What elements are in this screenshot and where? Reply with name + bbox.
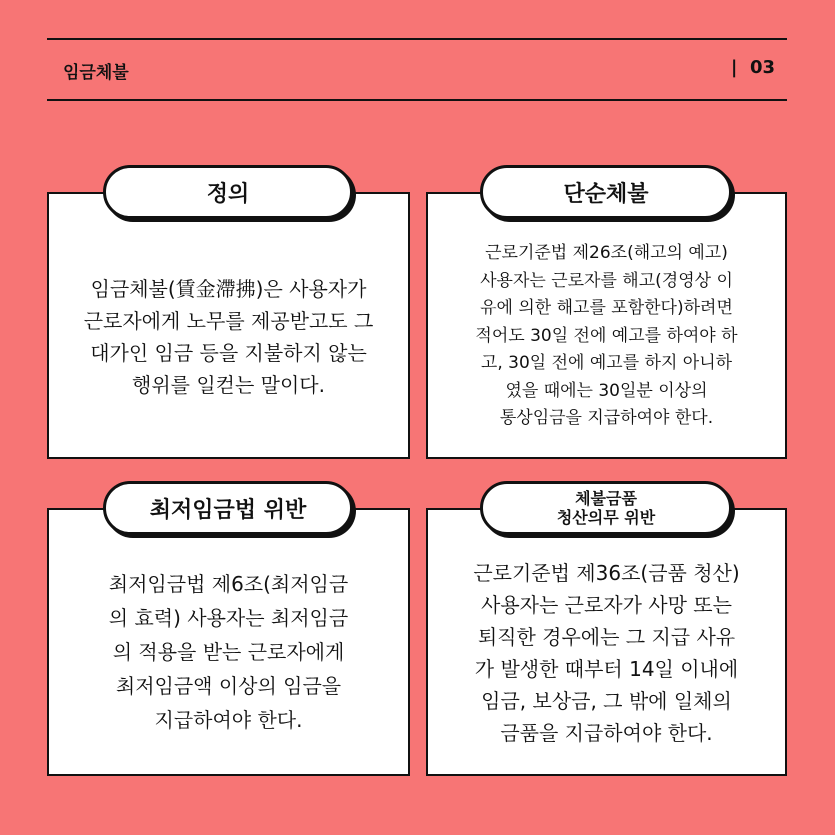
settlement-obligation-card bbox=[426, 508, 787, 776]
definition-card bbox=[47, 192, 410, 459]
settlement-obligation-card-body: 근로기준법 제36조(금품 청산) 사용자는 근로자가 사망 또는 퇴직한 경우에는 그 지급 사유 가 발생한 때부터 14일 이내에 임금, 보상금, 그 밖에 일체의 금품을 지급하여야 한다. bbox=[473, 561, 740, 745]
settlement-obligation-card-title: 체불금품 청산의무 위반 bbox=[480, 481, 732, 535]
minimum-wage-card-title: 최저임금법 위반 bbox=[103, 481, 353, 535]
page-title: 임금체불 bbox=[63, 63, 129, 83]
simple-arrears-card-title: 단순체불 bbox=[480, 165, 732, 219]
definition-card-body: 임금체불(賃金滯拂)은 사용자가 근로자에게 노무를 제공받고도 그 대가인 임금 등을 지불하지 않는 행위를 일컫는 말이다. bbox=[83, 276, 374, 397]
minimum-wage-card-body: 최저임금법 제6조(최저임금 의 효력) 사용자는 최저임금 의 적용을 받는 근로자에게 최저임금액 이상의 임금을 지급하여야 한다. bbox=[108, 572, 349, 732]
simple-arrears-card bbox=[426, 192, 787, 459]
page-number: | 03 bbox=[730, 57, 775, 78]
header-bottom-divider bbox=[47, 99, 787, 101]
header-top-divider bbox=[47, 38, 787, 40]
minimum-wage-card bbox=[47, 508, 410, 776]
simple-arrears-card-body: 근로기준법 제26조(해고의 예고) 사용자는 근로자를 해고(경영상 이 유에 의한 해고를 포함한다)하려면 적어도 30일 전에 예고를 하여야 하 고, 30일 전에 예고를 하지 아니하 였을 때에는 30일분 이상의 통상임금을 지급하여야 한다. bbox=[475, 243, 738, 429]
definition-card-title: 정의 bbox=[103, 165, 353, 219]
